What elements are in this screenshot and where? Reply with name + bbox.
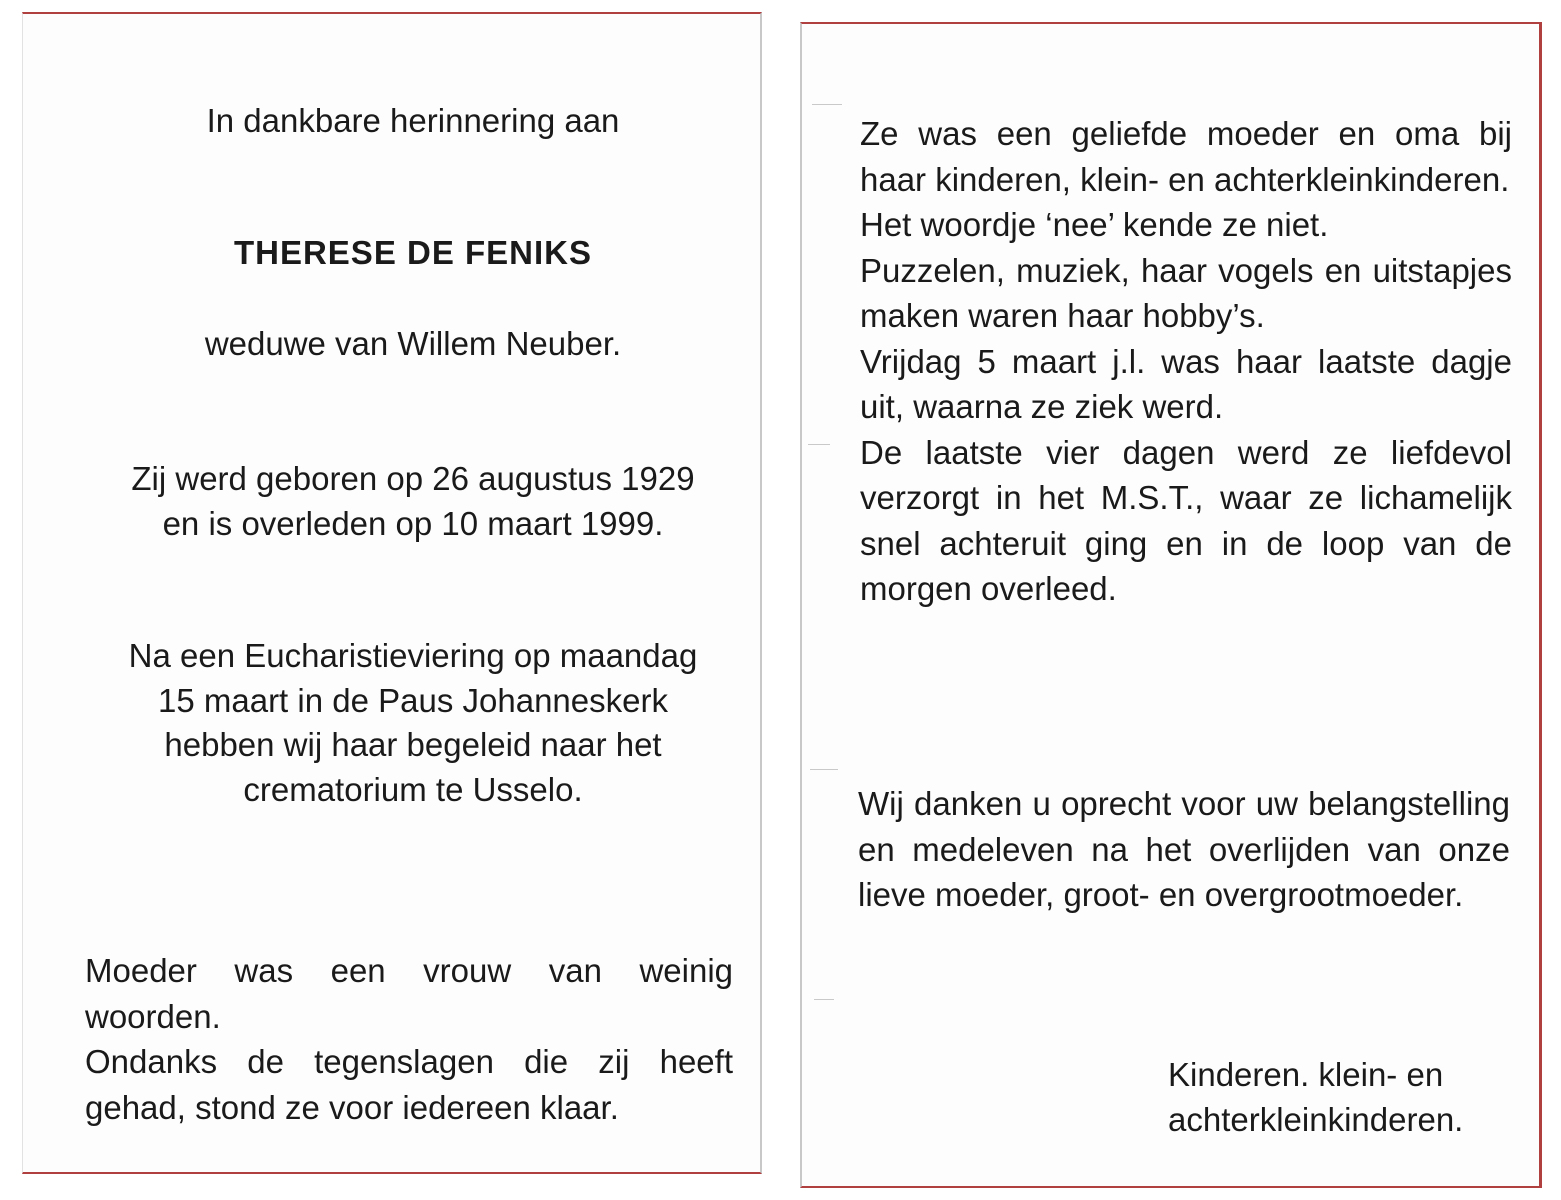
- intro-block: [73, 98, 753, 143]
- thanks-paragraph: Wij danken u oprecht voor uw belangstelling en medeleven na het overlijden van onze lieve moeder, groot- en overgrootmoeder.: [858, 785, 1510, 913]
- signature-line-1: Kinderen. klein- en: [1168, 1056, 1444, 1093]
- widow-block: [73, 321, 753, 366]
- scan-speck: [812, 104, 842, 105]
- ceremony-block: [73, 634, 753, 812]
- thanks-block: [858, 781, 1510, 918]
- ceremony-line: crematorium te Usselo.: [243, 770, 583, 808]
- scan-speck: [808, 444, 830, 445]
- scan-speck: [810, 769, 838, 770]
- mother-paragraph-2: Ondanks de tegenslagen die zij heeft gehad, stond ze voor iedereen klaar.: [85, 1043, 733, 1126]
- scan-speck: [814, 999, 834, 1000]
- signature-line-2: achterkleinkinderen.: [1168, 1101, 1464, 1138]
- ceremony-line: hebben wij haar begeleid naar het: [164, 726, 662, 763]
- dates-block: [73, 456, 753, 546]
- story-paragraph: Ze was een geliefde moeder en oma bij haar kinderen, klein- en achterkleinkinderen.: [860, 115, 1512, 198]
- name-block: [73, 230, 753, 275]
- birth-line: Zij werd geboren op 26 augustus 1929: [131, 460, 695, 497]
- ceremony-line: Na een Eucharistieviering op maandag: [128, 637, 698, 674]
- widow-of-text: weduwe van Willem Neuber.: [204, 325, 622, 362]
- story-paragraph: Het woordje ‘nee’ kende ze niet.: [860, 206, 1329, 243]
- memorial-card-left: [22, 12, 762, 1174]
- signature-block: [1168, 1052, 1508, 1142]
- deceased-name: THERESE DE FENIKS: [233, 234, 593, 271]
- mother-text-block: [85, 948, 733, 1130]
- life-story-block: [860, 111, 1512, 612]
- ceremony-line: 15 maart in de Paus Johanneskerk: [158, 681, 668, 719]
- story-paragraph: Vrijdag 5 maart j.l. was haar laatste dagje uit, waarna ze ziek werd.: [860, 342, 1512, 425]
- death-line: en is overleden op 10 maart 1999.: [162, 505, 664, 542]
- mother-paragraph-1: Moeder was een vrouw van weinig woorden.: [85, 952, 733, 1035]
- story-paragraph: Puzzelen, muziek, haar vogels en uitstapjes maken waren haar hobby’s.: [860, 251, 1512, 334]
- memorial-card-right: [800, 22, 1542, 1188]
- story-paragraph: De laatste vier dagen werd ze liefdevol verzorgt in het M.S.T., waar ze lichamelijk snel achteruit ging en in de loop van de morgen overleed.: [860, 433, 1512, 607]
- intro-text: In dankbare herinnering aan: [206, 102, 620, 139]
